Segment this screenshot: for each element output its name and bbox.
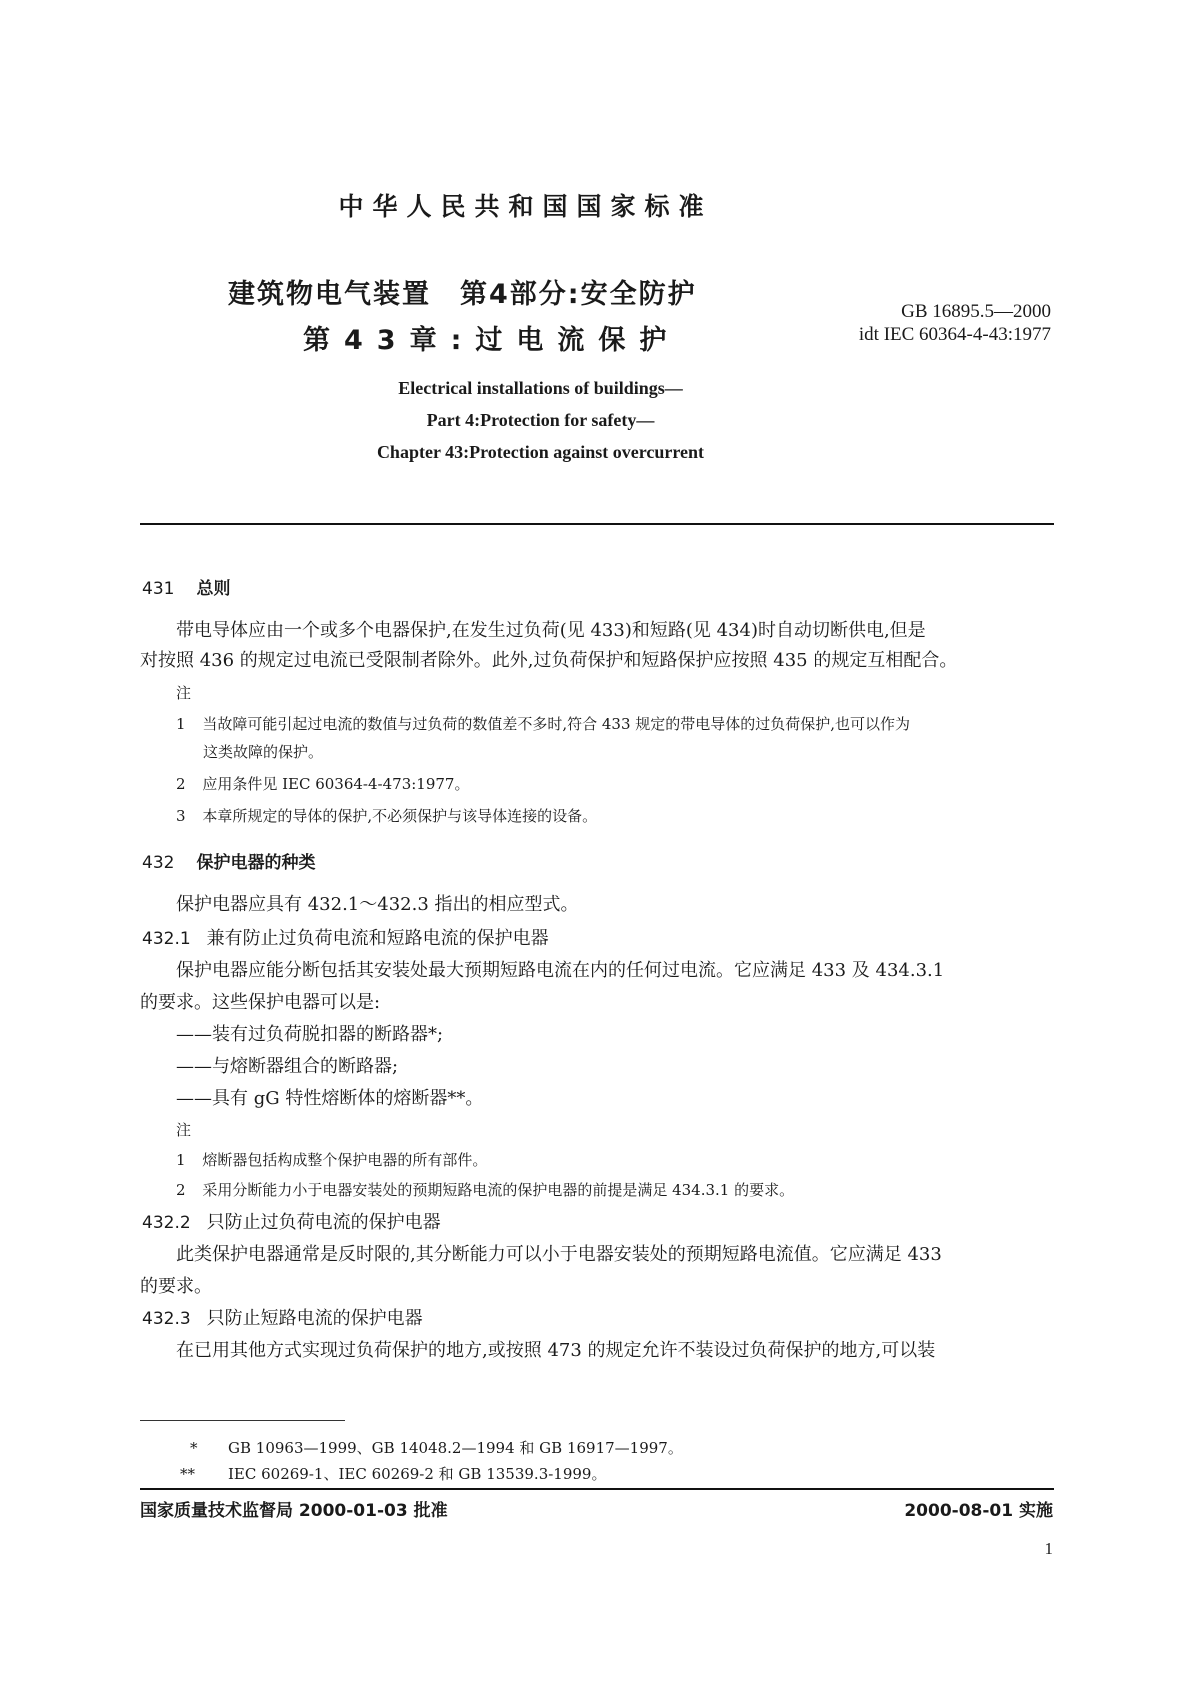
section-432-1-heading (142, 924, 549, 954)
note-number: 3 (176, 807, 186, 825)
note-item (176, 772, 469, 796)
header-divider (140, 523, 1054, 525)
section-title: 保护电器的种类 (196, 853, 316, 873)
english-title-line2: Part 4:Protection for safety— (426, 410, 655, 430)
note-number: 2 (176, 1181, 186, 1199)
note-text-continuation: 这类故障的保护。 (203, 743, 324, 761)
note-text: 采用分断能力小于电器安装处的预期短路电流的保护电器的前提是满足 434.3.1 的要求。 (202, 1181, 795, 1199)
section-431-para-line1: 带电导体应由一个或多个电器保护,在发生过负荷(见 433)和短路(见 434)时自动切断供电,但是 (176, 620, 926, 641)
note-number: 2 (176, 775, 186, 793)
section-432-heading (142, 848, 315, 873)
section-432-3-para-line1: 在已用其他方式实现过负荷保护的地方,或按照 473 的规定允许不装设过负荷保护的地方,可以装 (176, 1340, 936, 1361)
section-title: 只防止短路电流的保护电器 (206, 1308, 423, 1329)
note-item (176, 1148, 487, 1172)
list-item: ——与熔断器组合的断路器; (176, 1056, 399, 1077)
note-text: 熔断器包括构成整个保护电器的所有部件。 (202, 1151, 488, 1169)
section-431-para-line2: 对按照 436 的规定过电流已受限制者除外。此外,过负荷保护和短路保护应按照 435 的规定互相配合。 (140, 650, 958, 671)
section-431-heading (142, 574, 230, 599)
footnote-mark: * (190, 1439, 198, 1457)
national-standard-heading: 中华人民共和国国家标准 (338, 192, 713, 221)
note-text: 应用条件见 IEC 60364-4-473:1977。 (202, 775, 470, 793)
section-432-2-para-line2: 的要求。 (140, 1276, 212, 1297)
footer-divider (140, 1488, 1054, 1490)
note-item (176, 712, 910, 736)
note-number: 1 (176, 1151, 186, 1169)
section-432-1-para-line1: 保护电器应能分断包括其安装处最大预期短路电流在内的任何过电流。它应满足 433 及 434.3.1 (176, 960, 945, 981)
footnote-text: GB 10963—1999、GB 14048.2—1994 和 GB 16917—1997。 (228, 1439, 683, 1457)
footnote (180, 1462, 607, 1486)
note-label: 注 (176, 1121, 192, 1139)
list-item: ——具有 gG 特性熔断体的熔断器**。 (176, 1088, 484, 1109)
section-432-1-para-line2: 的要求。这些保护电器可以是: (140, 992, 381, 1013)
section-number: 432.2 (142, 1213, 191, 1233)
section-title: 总则 (196, 579, 231, 599)
note-label: 注 (176, 684, 192, 702)
section-title: 兼有防止过负荷电流和短路电流的保护电器 (206, 928, 549, 949)
section-title: 只防止过负荷电流的保护电器 (206, 1212, 441, 1233)
section-number: 432 (142, 853, 175, 873)
note-number: 1 (176, 715, 186, 733)
note-item (176, 804, 597, 828)
note-text: 当故障可能引起过电流的数值与过负荷的数值差不多时,符合 433 规定的带电导体的过负荷保护,也可以作为 (202, 715, 911, 733)
standard-idt: idt IEC 60364-4-43:1977 (858, 324, 1051, 345)
approval-date: 国家质量技术监督局 2000-01-03 批准 (140, 1501, 448, 1521)
english-title (0, 372, 1191, 468)
list-item: ——装有过负荷脱扣器的断路器*; (176, 1024, 444, 1045)
standard-title-line1: 建筑物电气装置 第4部分:安全防护 (228, 279, 697, 310)
note-item (176, 1178, 794, 1202)
implementation-date: 2000-08-01 实施 (904, 1501, 1053, 1521)
standard-number-block (859, 300, 1051, 346)
note-text: 本章所规定的导体的保护,不必须保护与该导体连接的设备。 (202, 807, 598, 825)
page-number: 1 (1044, 1539, 1053, 1558)
section-number: 432.3 (142, 1309, 191, 1329)
english-title-line3: Chapter 43:Protection against overcurrent (376, 442, 705, 462)
section-432-3-heading (142, 1304, 423, 1334)
footnote-text: IEC 60269-1、IEC 60269-2 和 GB 13539.3-1999。 (228, 1465, 607, 1483)
standard-title-line2: 第43章:过电流保护 (303, 325, 681, 356)
section-432-para: 保护电器应具有 432.1～432.3 指出的相应型式。 (176, 894, 579, 915)
english-title-line1: Electrical installations of buildings— (398, 378, 683, 398)
footnote (190, 1436, 683, 1460)
section-number: 432.1 (142, 929, 191, 949)
section-432-2-heading (142, 1208, 441, 1238)
footnote-divider (140, 1420, 345, 1421)
standard-number: GB 16895.5—2000 (901, 301, 1051, 322)
section-number: 431 (142, 579, 175, 599)
footnote-mark: ** (180, 1465, 195, 1483)
section-432-2-para-line1: 此类保护电器通常是反时限的,其分断能力可以小于电器安装处的预期短路电流值。它应满足 433 (176, 1244, 942, 1265)
